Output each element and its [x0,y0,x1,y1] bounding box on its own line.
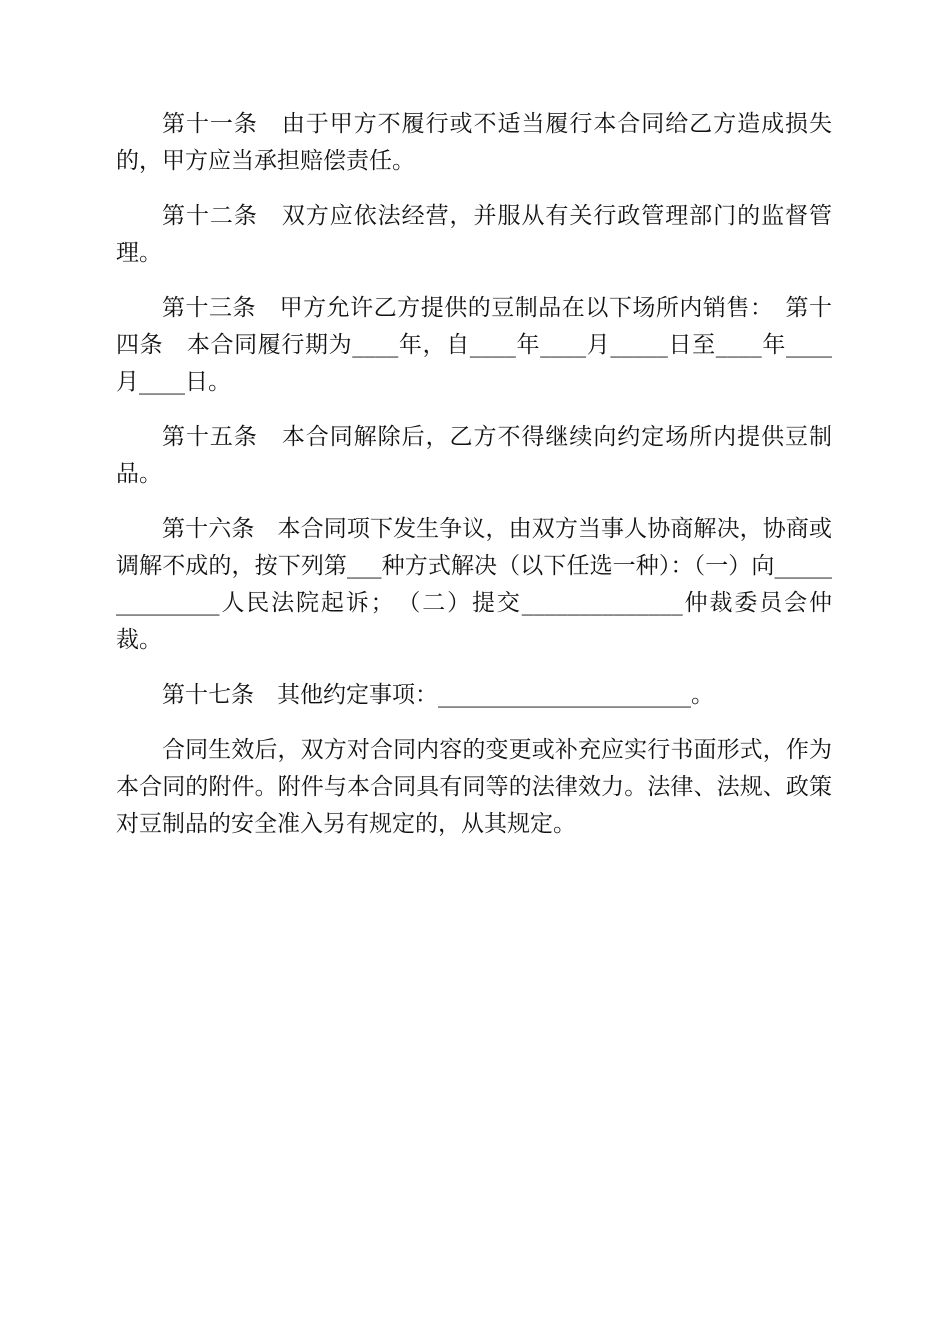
closing-paragraph: 合同生效后，双方对合同内容的变更或补充应实行书面形式，作为本合同的附件。附件与本合同具有同等的法律效力。法律、法规、政策对豆制品的安全准入另有规定的，从其规定。 [116,737,832,837]
article-13-14: 第十三条 甲方允许乙方提供的豆制品在以下场所内销售： 第十四条 本合同履行期为____年，自____年____月_____日至____年____月____日。 [116,295,832,395]
article-16: 第十六条 本合同项下发生争议，由双方当事人协商解决，协商或调解不成的，按下列第___种方式解决（以下任选一种）：（一）向______________人民法院起诉； （二）提交______________仲裁委员会仲裁。 [116,516,832,653]
article-17: 第十七条 其他约定事项：______________________。 [162,682,714,708]
article-12: 第十二条 双方应依法经营，并服从有关行政管理部门的监督管理。 [116,203,832,266]
article-11: 第十一条 由于甲方不履行或不适当履行本合同给乙方造成损失的，甲方应当承担赔偿责任。 [116,111,832,174]
article-15: 第十五条 本合同解除后，乙方不得继续向约定场所内提供豆制品。 [116,424,832,487]
document-page [116,106,832,861]
